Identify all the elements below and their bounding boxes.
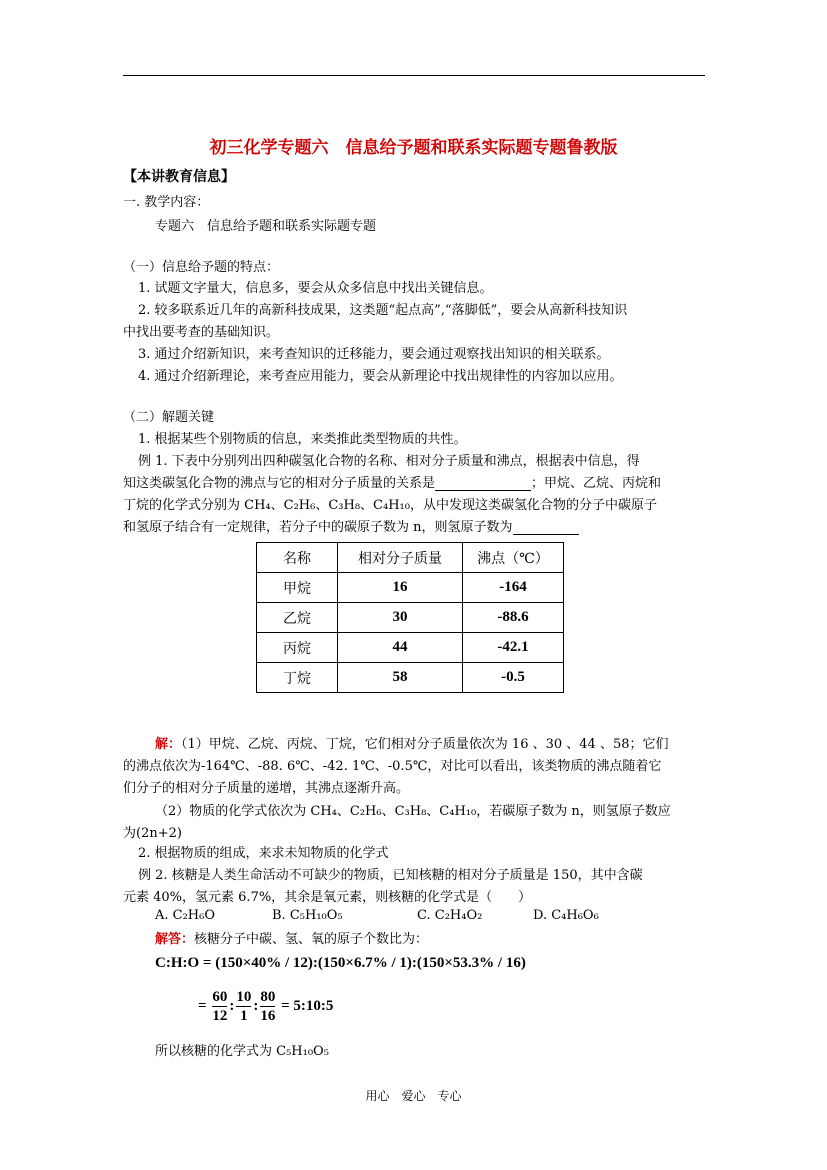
text-line: 为(2n+2) — [123, 826, 182, 841]
answer-label: 解答： — [155, 932, 195, 947]
text-line: 元素 40%，氢元素 6.7%，其余是氧元素，则核糖的化学式是（ ） — [123, 890, 532, 905]
table-cell: -42.1 — [463, 633, 564, 663]
text-line: （二）解题关键 — [123, 410, 215, 425]
fraction — [236, 988, 251, 1025]
text-line — [155, 928, 428, 947]
table-cell: 丁烷 — [257, 663, 338, 693]
page-title: 初三化学专题六 信息给予题和联系实际题专题鲁教版 — [209, 138, 618, 158]
table-cell: 16 — [338, 573, 463, 603]
table-cell: 44 — [338, 633, 463, 663]
table-cell: 30 — [338, 603, 463, 633]
table-cell: 丙烷 — [257, 633, 338, 663]
ratio-result: = 5:10:5 — [281, 997, 334, 1014]
answer-blank[interactable] — [435, 476, 531, 491]
table-cell: 乙烷 — [257, 603, 338, 633]
text-line — [123, 472, 661, 491]
option-a: A. C₂H₆O — [155, 908, 216, 923]
table-cell: 58 — [338, 663, 463, 693]
text-line: 例 1. 下表中分别列出四种碳氢化合物的名称、相对分子质量和沸点，根据表中信息，得 — [138, 454, 640, 469]
data-table — [256, 542, 564, 693]
text-line: 丁烷的化学式分别为 CH₄、C₂H₆、C₃H₈、C₄H₁₀，从中发现这类碳氢化合物的分子中碳原子 — [123, 498, 657, 513]
fraction — [212, 988, 227, 1025]
text-line: 的沸点依次为-164℃、-88. 6℃、-42. 1℃、-0.5℃，对比可以看出，该类物质的沸点随着它 — [123, 759, 662, 774]
fraction-equation — [198, 988, 333, 1025]
table-cell: -0.5 — [463, 663, 564, 693]
ratio-equation: C:H:O = (150×40% / 12):(150×6.7% / 1):(150×53.3% / 16) — [155, 955, 526, 971]
text-span: ；甲烷、乙烷、丙烷和 — [531, 476, 662, 491]
text-line: 例 2. 核糖是人类生命活动不可缺少的物质，已知核糖的相对分子质量是 150，其中含碳 — [138, 868, 643, 883]
denominator: 16 — [260, 1008, 276, 1024]
text-line — [123, 516, 579, 535]
numerator: 10 — [236, 989, 252, 1005]
text-line: 4. 通过介绍新理论，来考查应用能力，要会从新理论中找出规律性的内容加以应用。 — [138, 369, 623, 384]
table-row — [257, 603, 564, 633]
fraction — [260, 988, 275, 1025]
text-line: 们分子的相对分子质量的递增，其沸点逐渐升高。 — [123, 781, 410, 796]
text-line: （一）信息给予题的特点： — [123, 260, 280, 275]
text-span: 核糖分子中碳、氢、氧的原子个数比为： — [194, 932, 429, 947]
text-span: 知这类碳氢化合物的沸点与它的相对分子质量的关系是 — [123, 476, 436, 491]
table-cell: -164 — [463, 573, 564, 603]
text-line: 2. 根据物质的组成，来求未知物质的化学式 — [138, 846, 389, 861]
table-row — [257, 663, 564, 693]
page-footer: 用心 爱心 专心 — [365, 1089, 462, 1103]
option-d: D. C₄H₆O₆ — [533, 908, 599, 923]
text-line — [155, 733, 668, 752]
ratio-colon: : — [253, 997, 259, 1014]
answer-blank[interactable] — [513, 520, 579, 535]
denominator: 1 — [240, 1008, 248, 1024]
table-row — [257, 573, 564, 603]
text-line: 3. 通过介绍新知识，来考查知识的迁移能力，要会通过观察找出知识的相关联系。 — [138, 347, 610, 362]
table-row — [257, 633, 564, 663]
table-header: 沸点（℃） — [463, 543, 564, 573]
numerator: 60 — [212, 989, 228, 1005]
table-header: 相对分子质量 — [338, 543, 463, 573]
table-cell: -88.6 — [463, 603, 564, 633]
table-header-row — [257, 543, 564, 573]
table-header: 名称 — [257, 543, 338, 573]
text-line: 一. 教学内容： — [123, 195, 210, 210]
text-line: 1. 根据某些个别物质的信息，来类推此类型物质的共性。 — [138, 432, 467, 447]
section-heading: 【本讲教育信息】 — [123, 169, 235, 185]
text-line: 所以核糖的化学式为 C₅H₁₀O₅ — [155, 1044, 329, 1059]
text-span: （1）甲烷、乙烷、丙烷、丁烷，它们相对分子质量依次为 16 、30 、44 、58；它们 — [181, 737, 669, 752]
text-line: 专题六 信息给予题和联系实际题专题 — [155, 219, 377, 234]
text-line: 2. 较多联系近几年的高新科技成果，这类题“起点高”,“落脚低”，要会从高新科技知识 — [138, 303, 628, 318]
denominator: 12 — [212, 1008, 228, 1024]
numerator: 80 — [260, 989, 276, 1005]
ratio-colon: : — [229, 997, 235, 1014]
option-b: B. C₅H₁₀O₅ — [272, 908, 343, 923]
text-line: 1. 试题文字量大，信息多，要会从众多信息中找出关键信息。 — [138, 281, 493, 296]
option-c: C. C₂H₄O₂ — [417, 908, 483, 923]
equals-sign: = — [198, 997, 207, 1014]
header-rule — [123, 75, 705, 76]
answer-label: 解： — [155, 737, 182, 752]
table-cell: 甲烷 — [257, 573, 338, 603]
text-line: （2）物质的化学式依次为 CH₄、C₂H₆、C₃H₈、C₄H₁₀，若碳原子数为 n，则氢原子数应 — [155, 804, 671, 819]
text-span: 和氢原子结合有一定规律，若分子中的碳原子数为 n，则氢原子数为 — [123, 520, 513, 535]
text-line: 中找出要考查的基础知识。 — [123, 325, 280, 340]
